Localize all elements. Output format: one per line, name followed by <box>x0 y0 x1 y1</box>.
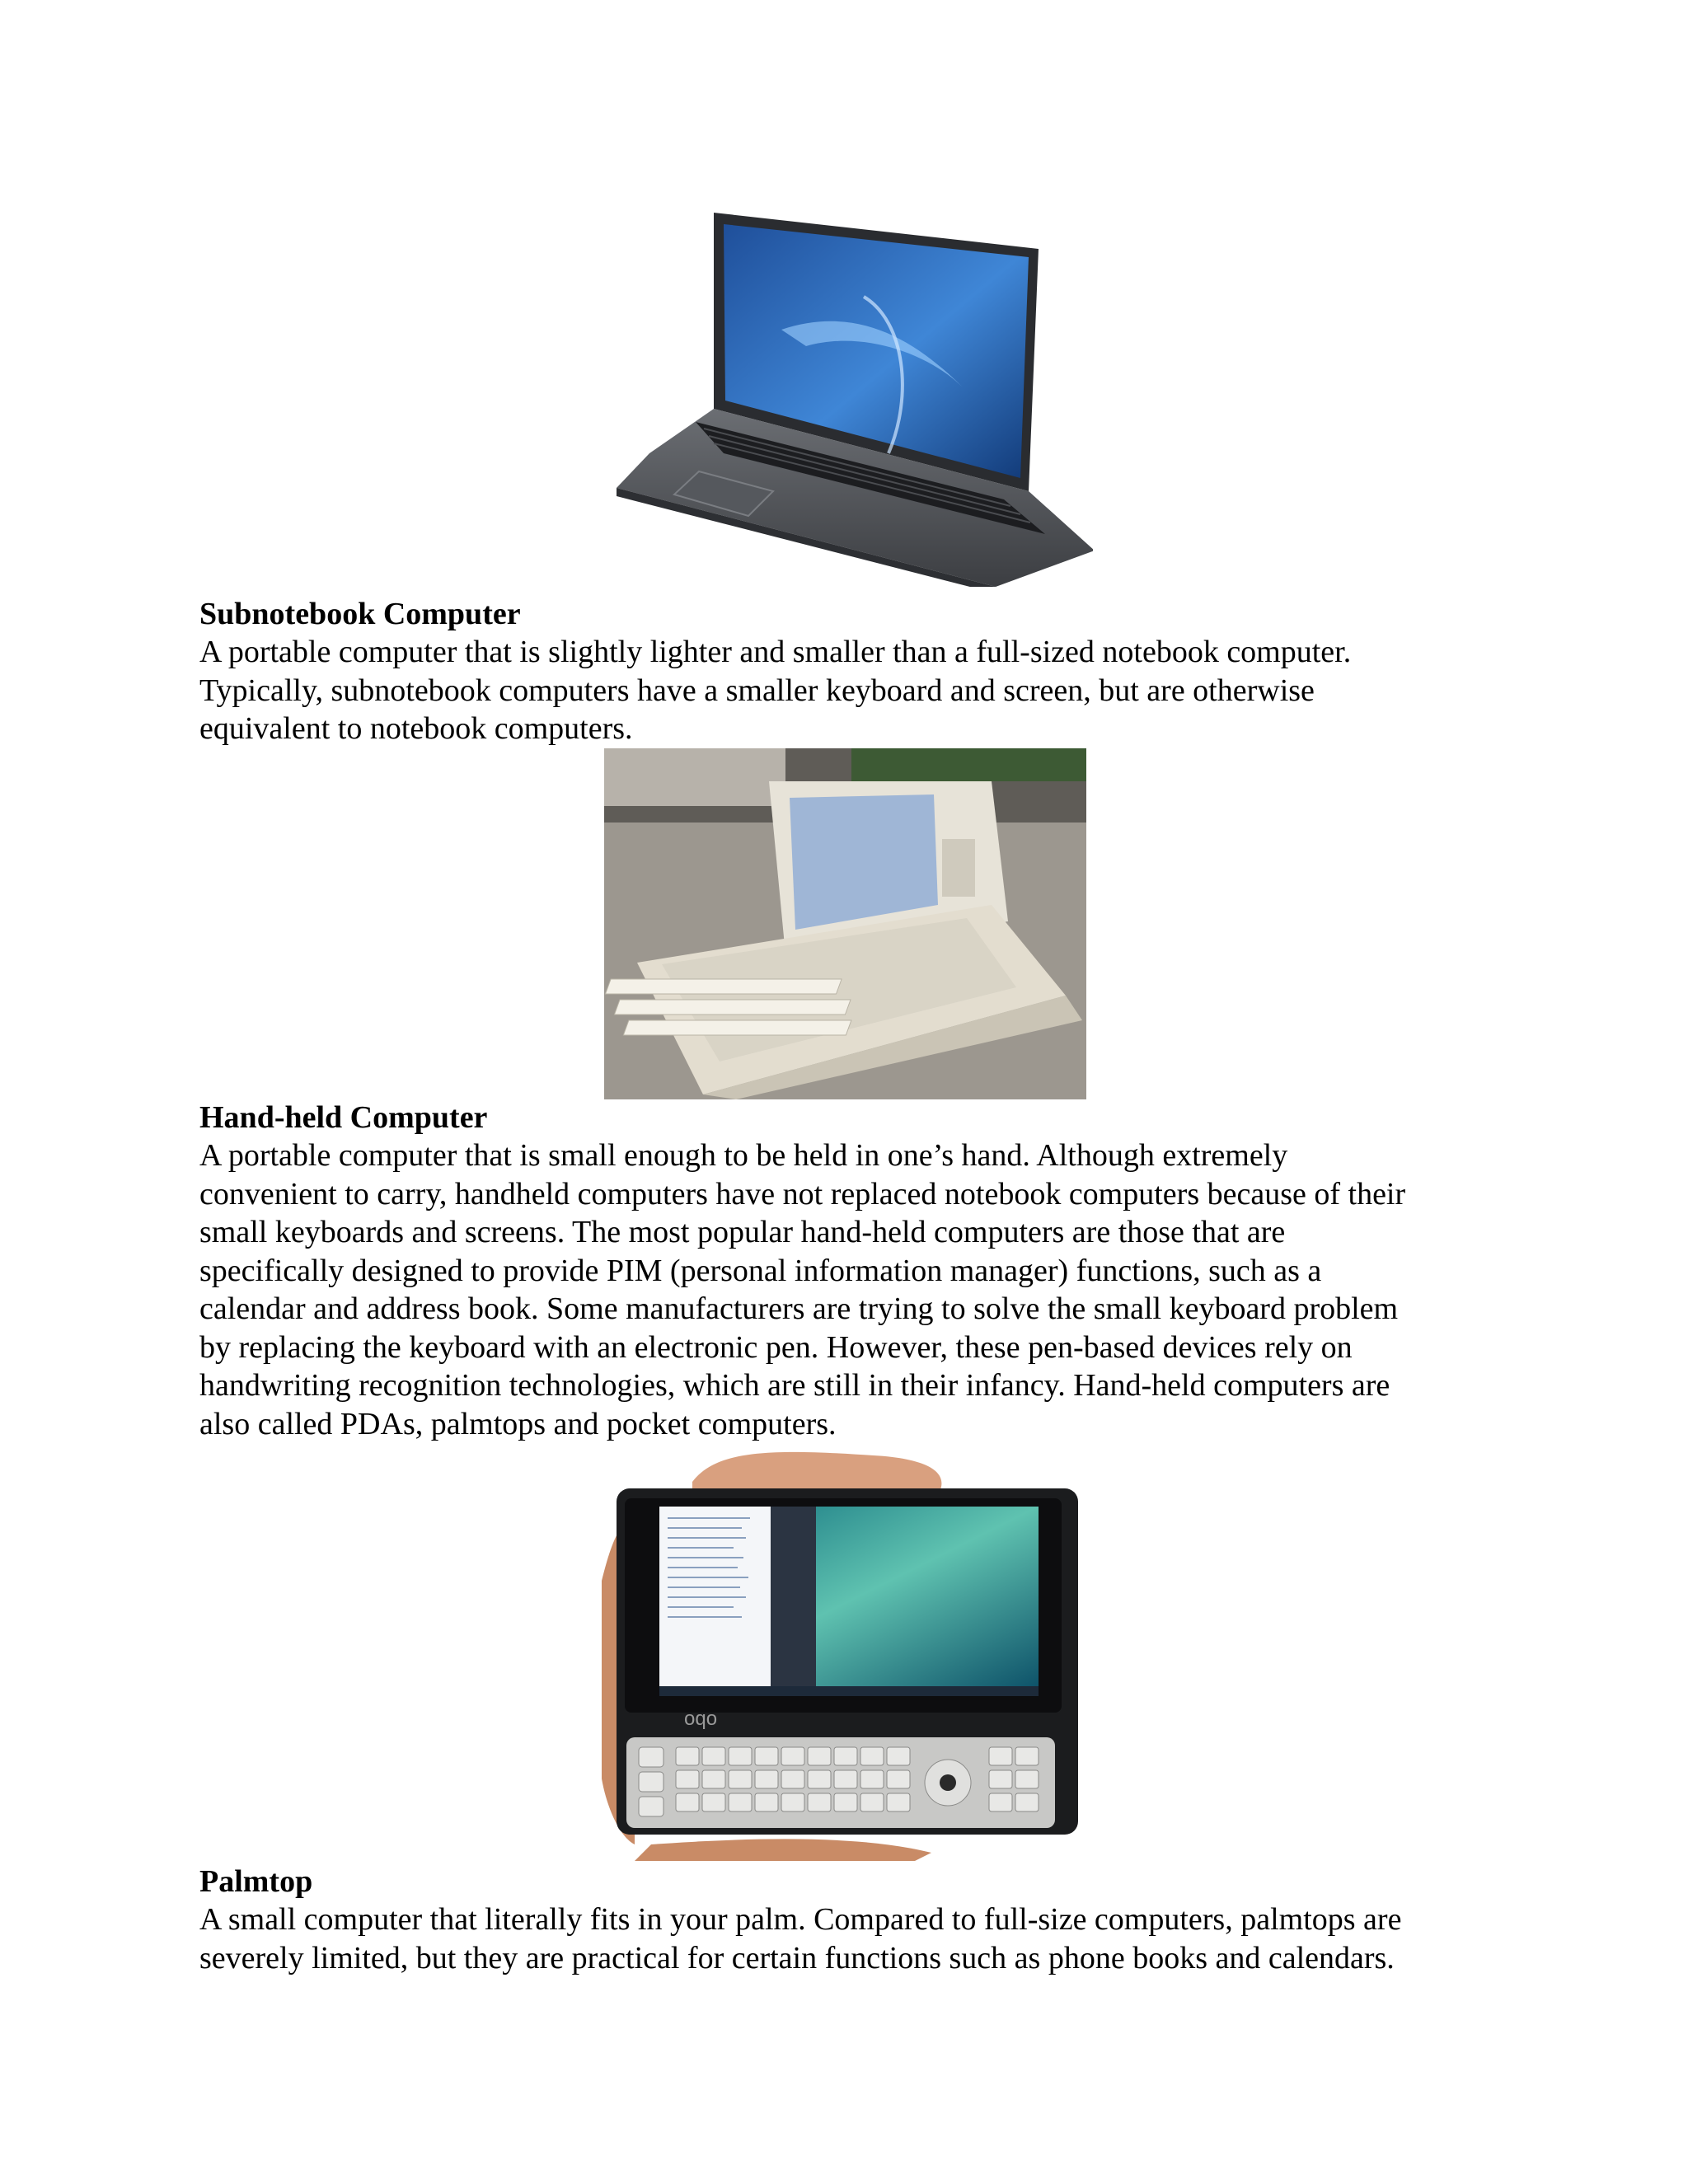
body-text-line: convenient to carry, handheld computers have not replaced notebook computers because of their <box>199 1176 1406 1212</box>
device-logo: oqo <box>684 1708 718 1730</box>
handheld-device-photo <box>602 1449 1082 1861</box>
body-text-line: A portable computer that is small enough to be held in one’s hand. Although extremely <box>199 1138 1288 1173</box>
notebook-laptop-photo <box>617 206 1093 587</box>
body-text-line: small keyboards and screens. The most popular hand-held computers are those that are <box>199 1215 1286 1249</box>
section-handheld <box>199 1099 1535 1443</box>
section-heading: Palmtop <box>199 1864 313 1899</box>
body-text-line: severely limited, but they are practical for certain functions such as phone books and calendars. <box>199 1940 1395 1975</box>
section-heading: Subnotebook Computer <box>199 597 521 631</box>
body-text-line: A small computer that literally fits in your palm. Compared to full-size computers, palmtops are <box>199 1902 1402 1937</box>
body-text-line: also called PDAs, palmtops and pocket computers. <box>199 1406 837 1441</box>
body-text-line: calendar and address book. Some manufacturers are trying to solve the small keyboard problem <box>199 1291 1399 1326</box>
section-palmtop <box>199 1863 1535 1977</box>
body-text-line: equivalent to notebook computers. <box>199 711 633 746</box>
section-subnotebook <box>199 595 1535 748</box>
subnotebook-photo <box>604 748 1086 1099</box>
section-heading: Hand-held Computer <box>199 1100 488 1135</box>
body-text-line: Typically, subnotebook computers have a smaller keyboard and screen, but are otherwise <box>199 673 1315 708</box>
body-text-line: by replacing the keyboard with an electronic pen. However, these pen-based devices rely on <box>199 1329 1353 1365</box>
body-text-line: A portable computer that is slightly lighter and smaller than a full-sized notebook computer. <box>199 635 1352 669</box>
body-text-line: handwriting recognition technologies, which are still in their infancy. Hand-held computers are <box>199 1368 1390 1403</box>
body-text-line: specifically designed to provide PIM (personal information manager) functions, such as a <box>199 1253 1322 1288</box>
